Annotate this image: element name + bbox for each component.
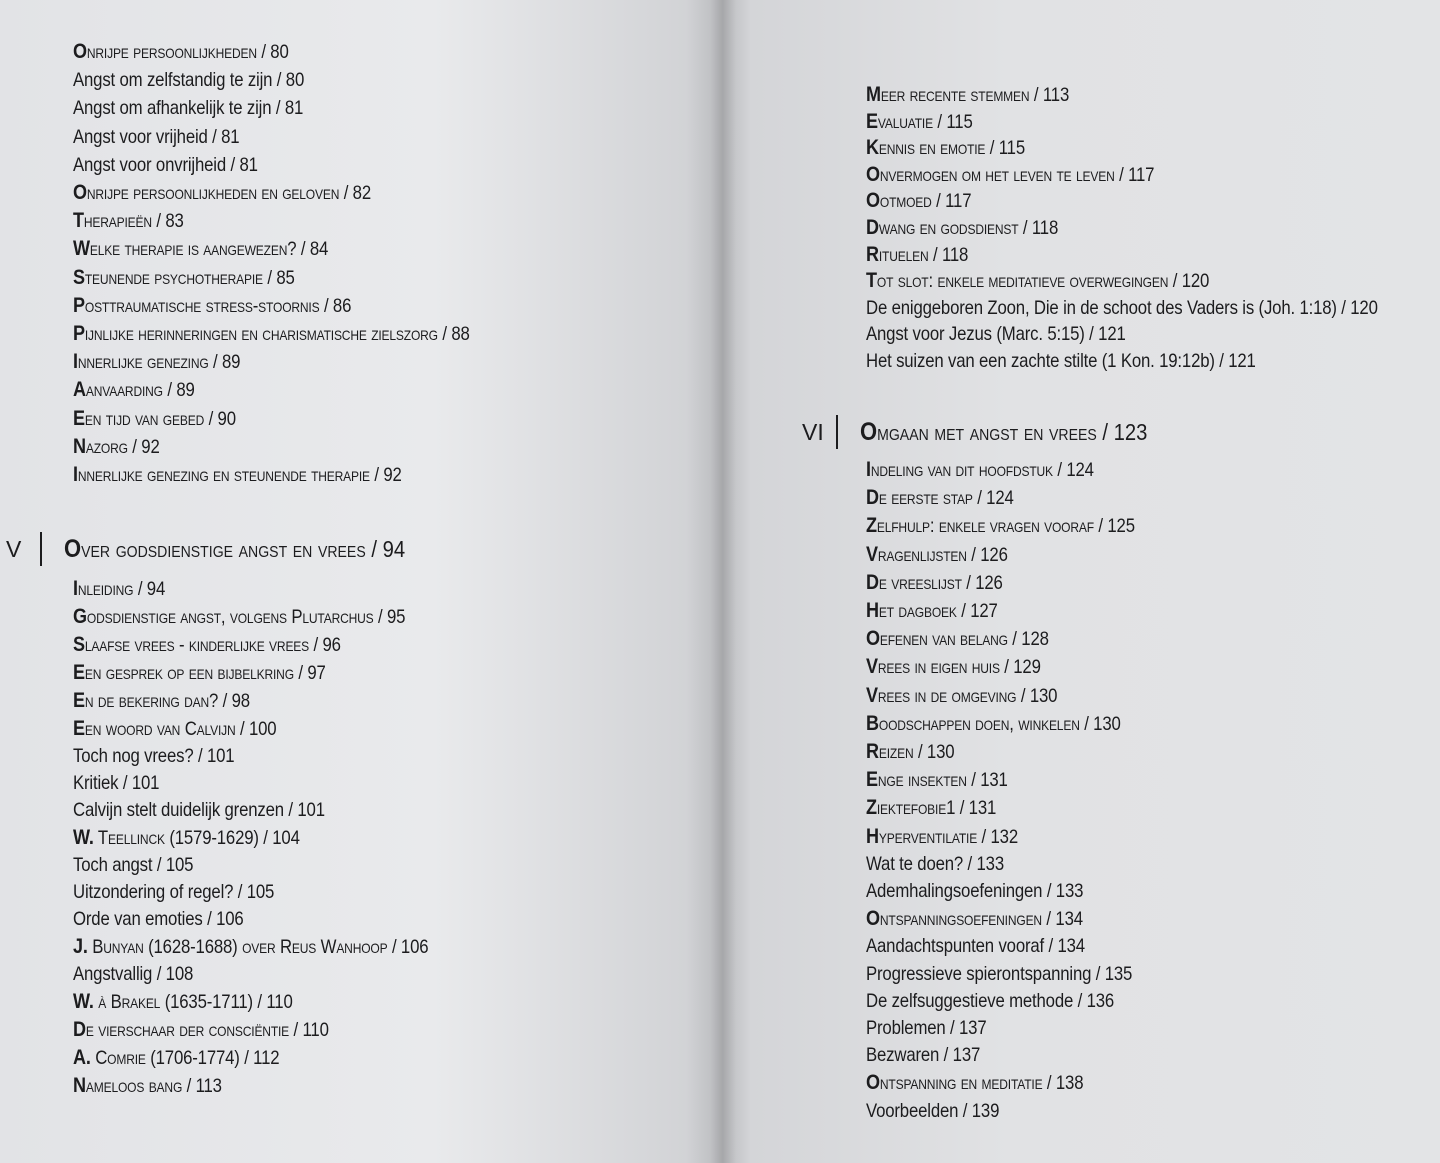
- toc-entry: Innerlijke genezing en steunende therapie / 92: [73, 463, 402, 487]
- toc-entry: Een tijd van gebed / 90: [73, 406, 236, 430]
- toc-entry: Problemen / 137: [866, 1017, 987, 1040]
- toc-entry: En de bekering dan? / 98: [73, 689, 250, 712]
- toc-entry: Hyperventilatie / 132: [866, 824, 1018, 848]
- toc-entry: Calvijn stelt duidelijk grenzen / 101: [73, 799, 325, 821]
- toc-entry: J. Bunyan (1628-1688) over Reus Wanhoop / 106: [73, 935, 429, 958]
- toc-entry: Nameloos bang / 113: [73, 1074, 222, 1097]
- toc-entry: Inleiding / 94: [73, 577, 166, 600]
- toc-entry: Enge insekten / 131: [866, 768, 1008, 792]
- toc-entry: Tot slot: enkele meditatieve overwegingen / 120: [866, 269, 1210, 293]
- toc-entry: Kennis en emotie / 115: [866, 136, 1025, 160]
- toc-entry: Godsdienstige angst, volgens Plutarchus / 95: [73, 605, 406, 628]
- toc-entry: A. Comrie (1706-1774) / 112: [73, 1046, 280, 1069]
- toc-entry: Onrijpe persoonlijkheden en geloven / 82: [73, 181, 371, 205]
- toc-entry: Uitzondering of regel? / 105: [73, 881, 275, 903]
- toc-entry: Angstvallig / 108: [73, 963, 194, 985]
- toc-entry: Angst om zelfstandig te zijn / 80: [73, 69, 305, 92]
- toc-entry: Het suizen van een zachte stilte (1 Kon. 19:12b) / 121: [866, 349, 1256, 372]
- toc-entry: Het dagboek / 127: [866, 599, 998, 623]
- toc-entry: Angst om afhankelijk te zijn / 81: [73, 97, 304, 120]
- toc-entry: De zelfsuggestieve methode / 136: [866, 989, 1115, 1012]
- toc-entry: W. à Brakel (1635-1711) / 110: [73, 990, 293, 1013]
- book-gutter: [710, 0, 736, 1163]
- toc-list-right-chapter: [866, 456, 1426, 1125]
- toc-list-right-top: [866, 82, 1426, 375]
- toc-entry: Aanvaarding / 89: [73, 378, 195, 402]
- chapter-rule: [836, 415, 838, 449]
- toc-entry: Dwang en godsdienst / 118: [866, 215, 1059, 239]
- toc-entry: Ziektefobie1 / 131: [866, 796, 997, 820]
- toc-entry: Ootmoed / 117: [866, 189, 972, 213]
- toc-entry: Evaluatie / 115: [866, 109, 973, 133]
- toc-entry: Angst voor Jezus (Marc. 5:15) / 121: [866, 323, 1126, 346]
- toc-entry: Ademhalingsoefeningen / 133: [866, 880, 1084, 903]
- toc-entry: Posttraumatische stress-stoornis / 86: [73, 293, 352, 317]
- toc-entry: De vierschaar der consciëntie / 110: [73, 1018, 329, 1041]
- toc-entry: Reizen / 130: [866, 740, 955, 764]
- chapter-heading-vi: [802, 415, 1187, 449]
- toc-entry: Vragenlijsten / 126: [866, 542, 1008, 566]
- toc-entry: Orde van emoties / 106: [73, 908, 244, 930]
- chapter-number: VI: [802, 418, 824, 445]
- toc-entry: Toch nog vrees? / 101: [73, 745, 235, 767]
- toc-entry: Angst voor onvrijheid / 81: [73, 153, 258, 176]
- right-page: [722, 0, 1440, 1163]
- toc-entry: Therapieën / 83: [73, 209, 184, 233]
- chapter-title: Over godsdienstige angst en vrees / 94: [64, 534, 406, 563]
- toc-entry: Oefenen van belang / 128: [866, 627, 1049, 651]
- toc-entry: Onrijpe persoonlijkheden / 80: [73, 40, 289, 63]
- toc-entry: Steunende psychotherapie / 85: [73, 265, 295, 289]
- toc-entry: Progressieve spierontspanning / 135: [866, 962, 1133, 985]
- toc-entry: De eniggeboren Zoon, Die in de schoot des Vaders is (Joh. 1:18) / 120: [866, 296, 1378, 319]
- toc-entry: W. Teellinck (1579-1629) / 104: [73, 826, 300, 849]
- toc-entry: Aandachtspunten vooraf / 134: [866, 935, 1085, 958]
- chapter-rule: [40, 532, 42, 566]
- toc-entry: Indeling van dit hoofdstuk / 124: [866, 458, 1094, 481]
- toc-entry: Pijnlijke herinneringen en charismatische zielszorg / 88: [73, 322, 470, 346]
- toc-entry: Innerlijke genezing / 89: [73, 350, 241, 374]
- toc-entry: Ontspanning en meditatie / 138: [866, 1071, 1084, 1095]
- toc-entry: Een woord van Calvijn / 100: [73, 717, 277, 740]
- toc-list-left-chapter: [73, 575, 713, 1100]
- chapter-heading-v: [6, 532, 452, 566]
- toc-entry: Angst voor vrijheid / 81: [73, 125, 240, 148]
- chapter-number: V: [6, 535, 22, 562]
- toc-entry: Voorbeelden / 139: [866, 1099, 1000, 1122]
- toc-entry: Zelfhulp: enkele vragen vooraf / 125: [866, 514, 1135, 538]
- toc-entry: Meer recente stemmen / 113: [866, 83, 1070, 106]
- toc-entry: Kritiek / 101: [73, 772, 160, 794]
- toc-entry: Wat te doen? / 133: [866, 852, 1005, 875]
- toc-entry: Welke therapie is aangewezen? / 84: [73, 237, 329, 261]
- toc-entry: De vreeslijst / 126: [866, 570, 1003, 594]
- toc-entry: Toch angst / 105: [73, 854, 194, 876]
- toc-entry: Rituelen / 118: [866, 242, 969, 266]
- toc-entry: Vrees in eigen huis / 129: [866, 655, 1041, 679]
- toc-entry: Vrees in de omgeving / 130: [866, 683, 1058, 707]
- toc-entry: Bezwaren / 137: [866, 1044, 981, 1067]
- toc-entry: De eerste stap / 124: [866, 486, 1014, 510]
- toc-entry: Een gesprek op een bijbelkring / 97: [73, 661, 326, 684]
- toc-entry: Nazorg / 92: [73, 434, 160, 458]
- toc-entry: Ontspanningsoefeningen / 134: [866, 907, 1083, 931]
- toc-entry: Slaafse vrees - kinderlijke vrees / 96: [73, 633, 341, 656]
- toc-entry: Onvermogen om het leven te leven / 117: [866, 162, 1155, 186]
- toc-list-left-top: [73, 38, 713, 489]
- toc-entry: Boodschappen doen, winkelen / 130: [866, 711, 1121, 735]
- chapter-title: Omgaan met angst en vrees / 123: [860, 417, 1148, 446]
